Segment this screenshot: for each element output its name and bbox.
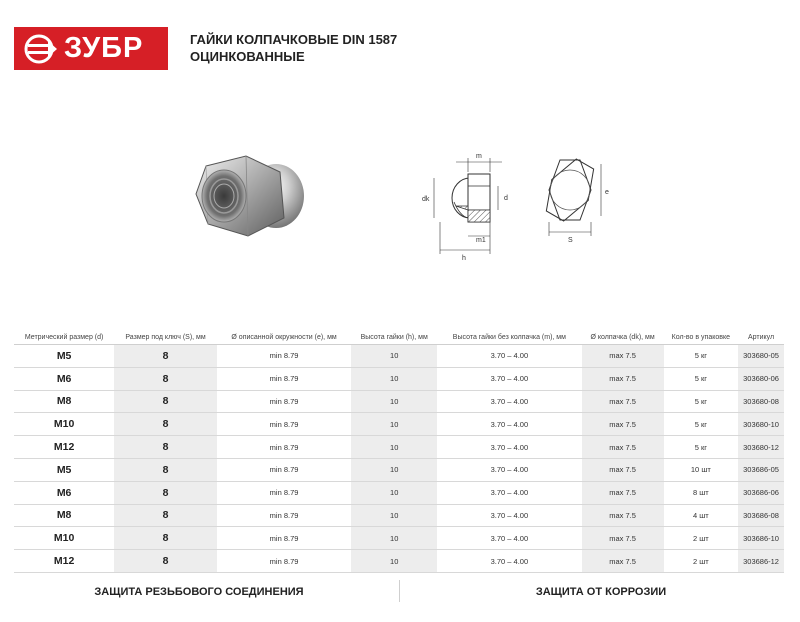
table-cell: 10 шт [664, 458, 739, 481]
title-line-2: ОЦИНКОВАННЫЕ [190, 49, 305, 64]
label-dk: dk [422, 196, 430, 203]
table-row [14, 458, 784, 481]
table-row [14, 504, 784, 527]
table-cell: M5 [14, 458, 114, 481]
table-row [14, 436, 784, 459]
table-cell: min 8.79 [217, 458, 351, 481]
table-cell: max 7.5 [582, 390, 664, 413]
table-cell: 303680-10 [738, 413, 784, 436]
table-cell: 3.70 – 4.00 [437, 413, 582, 436]
column-header: Высота гайки без колпачка (m), мм [452, 333, 566, 341]
label-h: h [462, 255, 466, 262]
table-cell: 10 [351, 390, 437, 413]
table-cell: 5 кг [664, 390, 739, 413]
table-cell: 10 [351, 413, 437, 436]
column-header: Метрический размер (d) [24, 333, 104, 341]
table-cell: 303680-12 [738, 436, 784, 459]
table-cell: 3.70 – 4.00 [437, 458, 582, 481]
table-row [14, 390, 784, 413]
table-cell: 303686-08 [738, 504, 784, 527]
table-cell: 3.70 – 4.00 [437, 367, 582, 390]
table-cell: M10 [14, 527, 114, 550]
table-cell: min 8.79 [217, 481, 351, 504]
table-cell: 3.70 – 4.00 [437, 504, 582, 527]
table-cell: 8 [114, 345, 217, 368]
table-row [14, 367, 784, 390]
label-e: e [605, 189, 609, 196]
table-cell: 8 [114, 504, 217, 527]
page-title [190, 31, 397, 65]
table-cell: 8 [114, 436, 217, 459]
table-cell: min 8.79 [217, 436, 351, 459]
footer-thread-protection: ЗАЩИТА РЕЗЬБОВОГО СОЕДИНЕНИЯ [94, 586, 304, 598]
table-cell: 5 кг [664, 345, 739, 368]
table-cell: 5 кг [664, 413, 739, 436]
table-cell: max 7.5 [582, 436, 664, 459]
table-cell: M10 [14, 413, 114, 436]
label-m: m [476, 153, 482, 160]
cap-nut-side-drawing [410, 150, 520, 265]
table-cell: 303686-12 [738, 550, 784, 573]
table-cell: 8 [114, 458, 217, 481]
title-line-1: ГАЙКИ КОЛПАЧКОВЫЕ DIN 1587 [190, 32, 398, 47]
table-cell: 8 [114, 413, 217, 436]
table-cell: 5 кг [664, 367, 739, 390]
column-header: Ø колпачка (dk), мм [590, 333, 655, 341]
column-header: Артикул [748, 333, 775, 341]
table-row [14, 550, 784, 573]
table-cell: max 7.5 [582, 527, 664, 550]
table-cell: min 8.79 [217, 504, 351, 527]
table-cell: 8 [114, 390, 217, 413]
table-cell: 4 шт [664, 504, 739, 527]
table-cell: 8 [114, 527, 217, 550]
table-cell: M12 [14, 550, 114, 573]
table-header-row [14, 330, 784, 345]
table-cell: 303686-06 [738, 481, 784, 504]
table-row [14, 345, 784, 368]
table-cell: 10 [351, 550, 437, 573]
table-cell: 3.70 – 4.00 [437, 527, 582, 550]
table-cell: 303680-08 [738, 390, 784, 413]
table-cell: 2 шт [664, 550, 739, 573]
table-cell: M8 [14, 390, 114, 413]
table-cell: 10 [351, 458, 437, 481]
table-cell: min 8.79 [217, 367, 351, 390]
table-cell: max 7.5 [582, 367, 664, 390]
table-cell: M5 [14, 345, 114, 368]
table-cell: max 7.5 [582, 345, 664, 368]
table-cell: 303680-05 [738, 345, 784, 368]
column-header: Ø описанной окружности (e), мм [231, 333, 337, 341]
table-cell: 10 [351, 504, 437, 527]
table-cell: max 7.5 [582, 504, 664, 527]
table-cell: max 7.5 [582, 550, 664, 573]
table-cell: 3.70 – 4.00 [437, 345, 582, 368]
table-cell: min 8.79 [217, 345, 351, 368]
spec-table [14, 330, 784, 573]
table-cell: 8 [114, 481, 217, 504]
label-m1: m1 [476, 237, 486, 244]
table-cell: max 7.5 [582, 458, 664, 481]
table-body [14, 345, 784, 573]
brand-logo [14, 27, 168, 70]
table-cell: min 8.79 [217, 390, 351, 413]
table-cell: max 7.5 [582, 413, 664, 436]
label-d: d [504, 195, 508, 202]
table-cell: 8 шт [664, 481, 739, 504]
table-cell: M6 [14, 481, 114, 504]
table-cell: 2 шт [664, 527, 739, 550]
table-cell: 3.70 – 4.00 [437, 436, 582, 459]
table-cell: 10 [351, 527, 437, 550]
table-cell: 5 кг [664, 436, 739, 459]
table-row [14, 527, 784, 550]
table-row [14, 481, 784, 504]
table-cell: 8 [114, 367, 217, 390]
footer-divider [399, 580, 400, 602]
table-cell: 10 [351, 345, 437, 368]
brand-name: ЗУБР [64, 32, 144, 64]
table-cell: M6 [14, 367, 114, 390]
column-header: Высота гайки (h), мм [360, 333, 428, 341]
table-cell: min 8.79 [217, 413, 351, 436]
footer-corrosion-protection: ЗАЩИТА ОТ КОРРОЗИИ [535, 586, 667, 598]
column-header: Кол-во в упаковке [671, 333, 731, 341]
cap-nut-photo [188, 148, 308, 248]
table-cell: 303680-06 [738, 367, 784, 390]
table-cell: 10 [351, 367, 437, 390]
table-cell: 10 [351, 481, 437, 504]
table-cell: 303686-05 [738, 458, 784, 481]
column-header: Размер под ключ (S), мм [125, 333, 206, 341]
brand-arrow-icon [24, 34, 58, 64]
table-cell: 3.70 – 4.00 [437, 481, 582, 504]
table-cell: 3.70 – 4.00 [437, 390, 582, 413]
table-cell: min 8.79 [217, 527, 351, 550]
label-s: S [568, 237, 573, 244]
table-cell: max 7.5 [582, 481, 664, 504]
table-cell: 8 [114, 550, 217, 573]
table-cell: 303686-10 [738, 527, 784, 550]
cap-nut-front-drawing [525, 150, 625, 245]
table-cell: min 8.79 [217, 550, 351, 573]
table-cell: M12 [14, 436, 114, 459]
table-cell: M8 [14, 504, 114, 527]
table-cell: 10 [351, 436, 437, 459]
table-row [14, 413, 784, 436]
table-cell: 3.70 – 4.00 [437, 550, 582, 573]
